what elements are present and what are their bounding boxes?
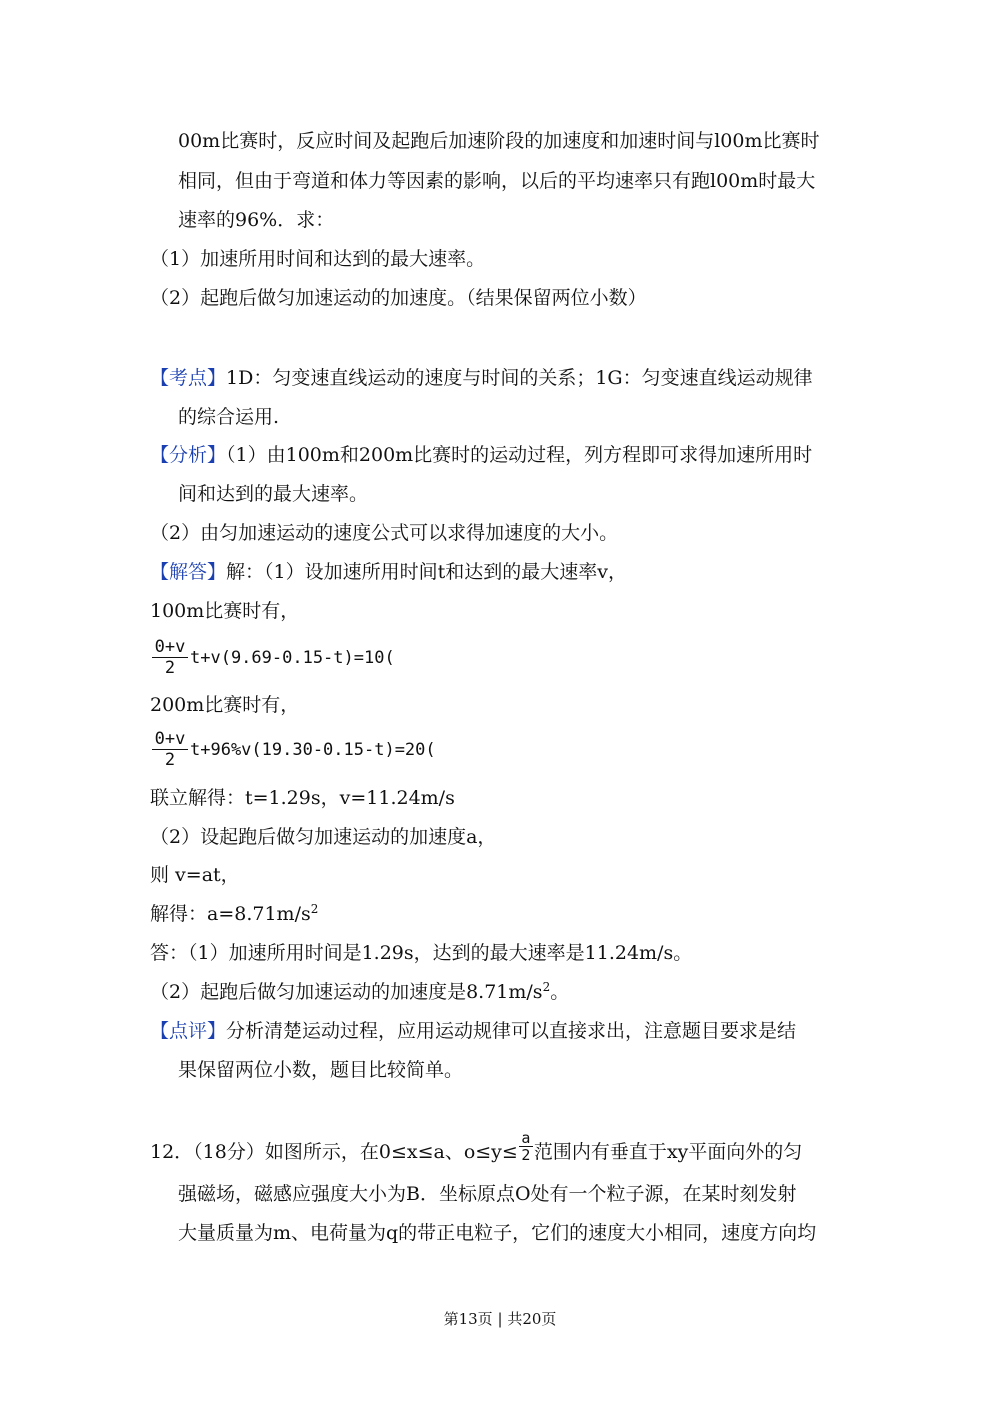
question-2: （2）起跑后做匀加速运动的加速度。（结果保留两位小数） [150,287,647,309]
exponent: 2 [542,980,551,994]
jieda-line-8: 答：（1）加速所用时间是1.29s，达到的最大速率是11.24m/s。 [150,942,693,964]
inline-fraction-slot [518,1129,534,1164]
equation-rest: t+96%v(19.30-0.15-t)=20( [190,740,436,760]
jieda-line-2: 100m比赛时有， [150,600,300,622]
answer-end: 。 [550,981,570,1003]
dianping-tag: 【点评】 [150,1020,227,1042]
equation-200m [150,729,450,773]
jieda-tag: 【解答】 [150,561,227,583]
fenxi-tag: 【分析】 [150,444,227,466]
footer-separator: | [497,1310,503,1328]
inline-fraction [519,1130,533,1163]
result-text: 解得：a=8.71m/s [150,903,311,925]
problem-line: 速率的96%．求： [178,209,335,231]
jieda-text: 解：（1）设加速所用时间t和达到的最大速率v， [226,561,627,583]
fraction [152,729,188,770]
answer-text: （2）起跑后做匀加速运动的加速度是8.71m/s [150,981,543,1003]
fenxi-line [150,443,812,467]
page-total: 共20页 [507,1310,557,1328]
jieda-line [150,560,627,584]
dianping-text: 分析清楚运动过程，应用运动规律可以直接求出，注意题目要求是结 [226,1020,797,1042]
page-number: 第13页 [443,1310,493,1328]
problem-12-line-1 [150,1129,870,1180]
jieda-line-6: 则 v=at， [150,864,240,886]
problem-12-line-2: 强磁场，磁感应强度大小为B．坐标原点O处有一个粒子源，在某时刻发射 [178,1183,797,1205]
fenxi-line-3: （2）由匀加速运动的速度公式可以求得加速度的大小。 [150,522,619,544]
fraction-denominator: 2 [164,658,176,678]
jieda-line-5: （2）设起跑后做匀加速运动的加速度a， [150,826,497,848]
jieda-line-3: 200m比赛时有， [150,694,300,716]
page-footer [0,1308,1000,1329]
jieda-line-4: 联立解得：t=1.29s，v=11.24m/s [150,787,455,809]
question-1: （1）加速所用时间和达到的最大速率。 [150,248,486,270]
kaodian-text: 1D：匀变速直线运动的速度与时间的关系；1G：匀变速直线运动规律 [226,367,813,389]
fraction-numerator: 0+v [152,729,188,750]
problem-line: 00m比赛时，反应时间及起跑后加速阶段的加速度和加速时间与l00m比赛时 [178,130,820,152]
problem-12-suffix: 范围内有垂直于xy平面向外的匀 [533,1141,803,1163]
kaodian-line-2: 的综合运用. [178,406,280,428]
dianping-line-2: 果保留两位小数，题目比较简单。 [178,1059,464,1081]
problem-line: 相同，但由于弯道和体力等因素的影响，以后的平均速率只有跑l00m时最大 [178,170,816,192]
equation-rest: t+v(9.69-0.15-t)=10( [190,648,395,668]
equation-100m [150,637,410,681]
fraction [152,637,188,678]
fraction-numerator: a [519,1130,533,1147]
fenxi-text: （1）由100m和200m比赛时的运动过程，列方程即可求得加速所用时 [226,444,813,466]
kaodian-line [150,366,813,390]
fraction-denominator: 2 [164,750,176,770]
jieda-line-7 [150,902,318,926]
dianping-line [150,1019,796,1043]
kaodian-tag: 【考点】 [150,367,227,389]
exponent: 2 [310,902,319,916]
problem-12-prefix: 12．（18分）如图所示，在0≤x≤a、o≤y≤ [150,1141,518,1163]
jieda-line-9 [150,980,569,1004]
fenxi-line-2: 间和达到的最大速率。 [178,483,369,505]
problem-12-line-3: 大量质量为m、电荷量为q的带正电粒子，它们的速度大小相同，速度方向均 [178,1222,817,1244]
fraction-numerator: 0+v [152,637,188,658]
fraction-denominator: 2 [521,1146,531,1164]
